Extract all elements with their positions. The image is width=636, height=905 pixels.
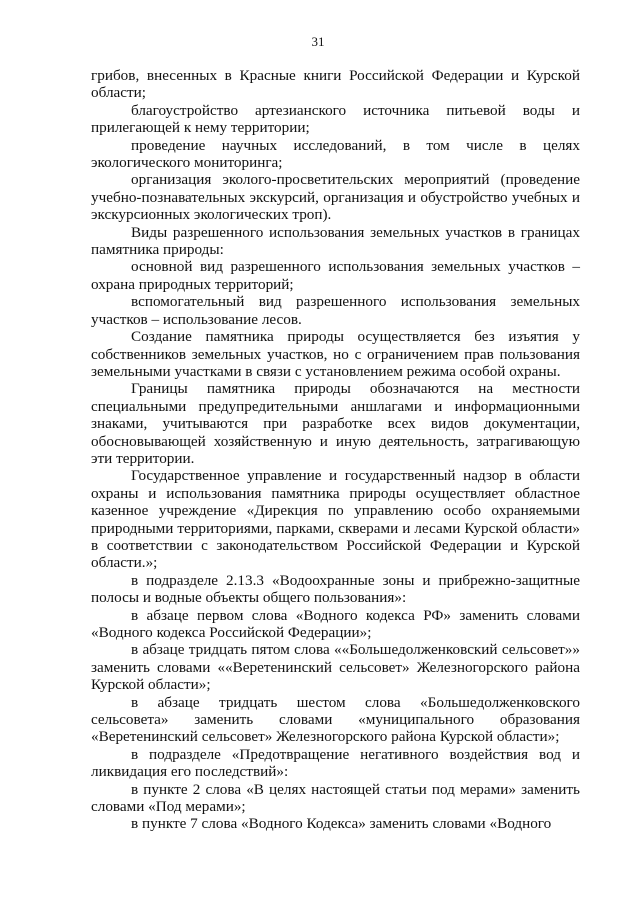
body-paragraph: Государственное управление и государственный надзор в области охраны и использования памятника природы осуществляет областное казенное учреждение «Дирекция по управлению особо охраняемыми природными территориями, парками, скверами и лесами Курской области» в соответствии с законодательством Российской Федерации и Курской области.»; [91,467,580,572]
body-paragraph: Виды разрешенного использования земельных участков в границах памятника природы: [91,223,580,259]
body-paragraph: основной вид разрешенного использования земельных участков – охрана природных территорий; [91,258,580,293]
document-body [91,67,580,833]
body-paragraph: в пункте 7 слова «Водного Кодекса» заменить словами «Водного [131,815,552,833]
body-paragraph: проведение научных исследований, в том числе в целях экологического мониторинга; [91,136,580,172]
body-paragraph: в пункте 2 слова «В целях настоящей статьи под мерами» заменить словами «Под мерами»; [91,780,580,816]
body-paragraph: вспомогательный вид разрешенного использования земельных участков – использование лесов. [91,293,580,328]
body-paragraph: благоустройство артезианского источника питьевой воды и прилегающей к нему территории; [91,101,580,137]
body-paragraph: в абзаце тридцать пятом слова ««Большедолженковский сельсовет»» заменить словами ««Веретенинский сельсовет» Железногорского района Курской области»; [91,641,580,694]
body-paragraph: грибов, внесенных в Красные книги Российской Федерации и Курской области; [91,67,580,102]
body-paragraph: в подразделе 2.13.3 «Водоохранные зоны и прибрежно-защитные полосы и водные объекты общего пользования»: [91,571,580,607]
body-paragraph: в подразделе «Предотвращение негативного воздействия вод и ликвидация его последствий»: [91,745,580,781]
body-paragraph: Границы памятника природы обозначаются на местности специальными предупредительными аншлагами и информационными знаками, учитываются при разработке всех видов документации, обосновывающей хозяйственную и иную деятельность, затрагивающую эти территории. [91,380,580,467]
page-number: 31 [311,34,325,49]
body-paragraph: в абзаце тридцать шестом слова «Большедолженковского сельсовета» заменить словами «муниципального образования «Веретенинский сельсовет» Железногорского района Курской области»; [91,693,580,746]
body-paragraph: в абзаце первом слова «Водного кодекса РФ» заменить словами «Водного кодекса Российской Федерации»; [91,606,580,641]
body-paragraph: Создание памятника природы осуществляется без изъятия у собственников земельных участков, но с ограничением прав пользования земельными участками в связи с установлением режима особой охраны. [91,328,580,380]
body-paragraph: организация эколого-просветительских мероприятий (проведение учебно-познавательных экскурсий, организация и обустройство учебных и экскурсионных экологических троп). [91,171,580,224]
